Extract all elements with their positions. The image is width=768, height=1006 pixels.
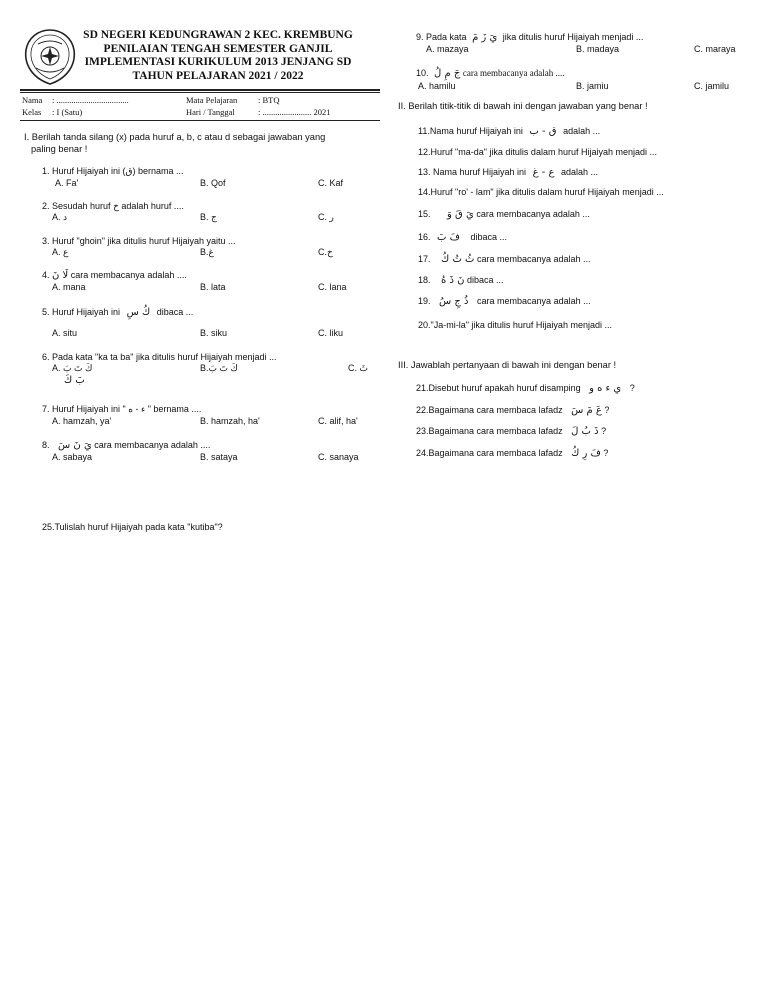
q22-text: 22.Bagaimana cara membaca lafadz	[416, 405, 563, 415]
q17-arabic: ثُ تُ كُ	[441, 254, 475, 265]
q4-option-b: B. lata	[200, 282, 226, 292]
kelas-label: Kelas	[22, 107, 42, 117]
q17-tail: cara membacanya adalah ...	[476, 254, 591, 264]
q8-option-c: C. sanaya	[318, 452, 359, 462]
q11-arabic: ق - ب	[529, 126, 557, 137]
q19-text: 19.	[418, 296, 431, 306]
q2-option-b: B. ج	[200, 212, 217, 222]
question-9	[416, 32, 643, 43]
q5-option-b: B. siku	[200, 328, 228, 338]
q13-tail: adalah ...	[561, 167, 599, 177]
q24-text: 24.Bagaimana cara membaca lafadz	[416, 448, 563, 458]
q1-option-b: B. Qof	[200, 178, 226, 188]
question-21	[416, 383, 635, 394]
section1-instruction-line2: paling benar !	[31, 144, 88, 154]
q21-text: 21.Disebut huruf apakah huruf disamping	[416, 383, 581, 393]
section2-instruction: II. Berilah titik-titik di bawah ini dengan jawaban yang benar !	[398, 101, 648, 111]
q10-arabic: جَ مِ لُ	[434, 68, 461, 79]
question-12: 12.Huruf "ma-da" jika ditulis dalam huruf Hijaiyah menjadi ...	[418, 147, 657, 157]
q9-option-b: B. madaya	[576, 44, 620, 54]
q5-arabic: كُ سِ	[126, 307, 151, 318]
question-5	[42, 307, 193, 318]
q8-number: 8.	[42, 440, 50, 450]
q24-arabic: فَ رِ كُ	[571, 448, 601, 459]
question-6: 6. Pada kata "ka ta ba" jika ditulis huruf Hijaiyah menjadi ...	[42, 352, 277, 362]
q8-text: cara membacanya adalah ....	[94, 440, 211, 450]
q6-option-a: A. كَ تَ بَ	[52, 363, 93, 373]
q10-option-b: B. jamiu	[576, 81, 609, 91]
q4-text: cara membacanya adalah ....	[70, 270, 187, 280]
exam-name: PENILAIAN TENGAH SEMESTER GANJIL	[103, 42, 333, 55]
q3-option-a: A. ع	[52, 247, 69, 257]
q16-tail: dibaca ...	[470, 232, 508, 242]
question-23	[416, 426, 606, 437]
q4-option-a: A. mana	[52, 282, 86, 292]
question-3: 3. Huruf "ghoin" jika ditulis huruf Hijaiyah yaitu ...	[42, 236, 236, 246]
question-24	[416, 448, 608, 459]
q15-text: 15.	[418, 209, 431, 219]
q1-option-a: A. Fa'	[55, 178, 79, 188]
q9-arabic: يَ زَ مَ	[472, 32, 498, 43]
q8-arabic: يَ نَ سَ	[58, 440, 92, 451]
question-22	[416, 405, 609, 416]
q23-tail: ?	[601, 426, 607, 436]
q5-option-a: A. situ	[52, 328, 78, 338]
q21-arabic: ي ء ه و	[589, 383, 622, 394]
mapel-label: Mata Pelajaran	[186, 95, 238, 105]
header-divider-top	[20, 89, 380, 91]
q18-text: 18.	[418, 275, 431, 285]
question-18	[418, 275, 503, 286]
q23-text: 23.Bagaimana cara membaca lafadz	[416, 426, 563, 436]
question-19	[418, 296, 591, 307]
question-20: 20."Ja-mi-la" jika ditulis huruf Hijaiyah menjadi ...	[418, 320, 612, 330]
question-15	[418, 209, 590, 220]
q19-arabic: ذُ جِ سُ	[439, 296, 469, 307]
q19-tail: cara membacanya adalah ...	[477, 296, 591, 306]
question-17	[418, 254, 591, 265]
section1-instruction	[24, 131, 384, 155]
q15-tail: cara membacanya adalah ...	[476, 209, 590, 219]
header-divider-bottom	[20, 92, 380, 93]
q7-option-c: C. alif, ha'	[318, 416, 358, 426]
q10-option-a: A. hamilu	[418, 81, 456, 91]
question-4	[42, 270, 187, 281]
q6-option-c: C. ثَ	[348, 363, 368, 373]
q5-text: dibaca ...	[156, 307, 194, 317]
q21-tail: ?	[629, 383, 635, 393]
nama-label: Nama	[22, 95, 43, 105]
q11-tail: adalah ...	[563, 126, 601, 136]
q10-option-c: C. jamilu	[694, 81, 730, 91]
question-14: 14.Huruf "ro' - lam" jika ditulis dalam huruf Hijaiyah menjadi ...	[418, 187, 664, 197]
q13-text: 13. Nama huruf Hijaiyah ini	[418, 167, 527, 177]
q18-tail: dibaca ...	[466, 275, 504, 285]
curriculum-name: IMPLEMENTASI KURIKULUM 2013 JENJANG SD	[84, 56, 352, 69]
question-10	[416, 68, 565, 79]
q24-tail: ?	[603, 448, 609, 458]
q9-option-a: A. mazaya	[426, 44, 469, 54]
q7-option-a: A. hamzah, ya'	[52, 416, 112, 426]
q5-prefix: 5. Huruf Hijaiyah ini	[42, 307, 121, 317]
q10-text: cara membacanya adalah ....	[462, 68, 565, 78]
q3-option-b: B.غ	[200, 247, 214, 257]
q4-arabic: لَا نَ	[52, 270, 69, 281]
q16-arabic: فَ بَ	[437, 232, 460, 243]
hari-value: : ....................... 2021	[258, 107, 331, 117]
q23-arabic: ذَ بُ لَ	[571, 426, 599, 437]
school-name: SD NEGERI KEDUNGRAWAN 2 KEC. KREMBUNG	[83, 29, 353, 41]
q2-option-c: C. ر	[318, 212, 334, 222]
hari-label: Hari / Tanggal	[186, 107, 235, 117]
q8-option-b: B. sataya	[200, 452, 238, 462]
q9-text: jika ditulis huruf Hijaiyah menjadi ...	[502, 32, 644, 42]
q3-option-c: C.خ	[318, 247, 333, 257]
mapel-value: : BTQ	[258, 95, 280, 105]
question-11	[418, 126, 600, 137]
q22-tail: ?	[604, 405, 610, 415]
q22-arabic: عَ مَ سَ	[571, 405, 602, 416]
q9-option-c: C. maraya	[694, 44, 736, 54]
q7-option-b: B. hamzah, ha'	[200, 416, 260, 426]
question-13	[418, 167, 598, 178]
q15-arabic: يَ قَ وَ	[447, 209, 474, 220]
q4-number: 4.	[42, 270, 50, 280]
q5-option-c: C. liku	[318, 328, 344, 338]
q10-number: 10.	[416, 68, 429, 78]
q18-arabic: نَ ذَ هُ	[441, 275, 465, 286]
q16-text: 16.	[418, 232, 431, 242]
q4-option-c: C. lana	[318, 282, 347, 292]
school-title	[70, 29, 366, 83]
q17-text: 17.	[418, 254, 431, 264]
section3-instruction: III. Jawablah pertanyaan di bawah ini dengan benar !	[398, 360, 617, 370]
q13-arabic: ع - غ	[532, 167, 555, 178]
q8-option-a: A. sabaya	[52, 452, 93, 462]
school-year: TAHUN PELAJARAN 2021 / 2022	[132, 69, 304, 82]
question-16	[418, 232, 507, 243]
q6-option-a-line2: بَ كَ	[64, 375, 85, 386]
q9-prefix: 9. Pada kata	[416, 32, 467, 42]
q2-option-a: A. د	[52, 212, 68, 222]
question-1: 1. Huruf Hijaiyah ini (ق) bernama ...	[42, 166, 184, 176]
section1-instruction-line1: I. Berilah tanda silang (x) pada huruf a, b, c atau d sebagai jawaban yang	[24, 132, 326, 142]
question-8	[42, 440, 210, 451]
question-2: 2. Sesudah huruf خ adalah huruf ....	[42, 201, 184, 211]
identity-divider	[20, 120, 380, 121]
q11-text: 11.Nama huruf Hijaiyah ini	[418, 126, 523, 136]
question-7: 7. Huruf Hijaiyah ini " ء - ه " bernama ....	[42, 404, 202, 414]
nama-value: : ..................................	[52, 95, 129, 105]
kelas-value: : I (Satu)	[52, 107, 83, 117]
question-25: 25.Tulislah huruf Hijaiyah pada kata "kutiba"?	[42, 522, 223, 532]
q6-option-b: B.كَ تَ بَ	[200, 363, 238, 373]
q1-option-c: C. Kaf	[318, 178, 344, 188]
